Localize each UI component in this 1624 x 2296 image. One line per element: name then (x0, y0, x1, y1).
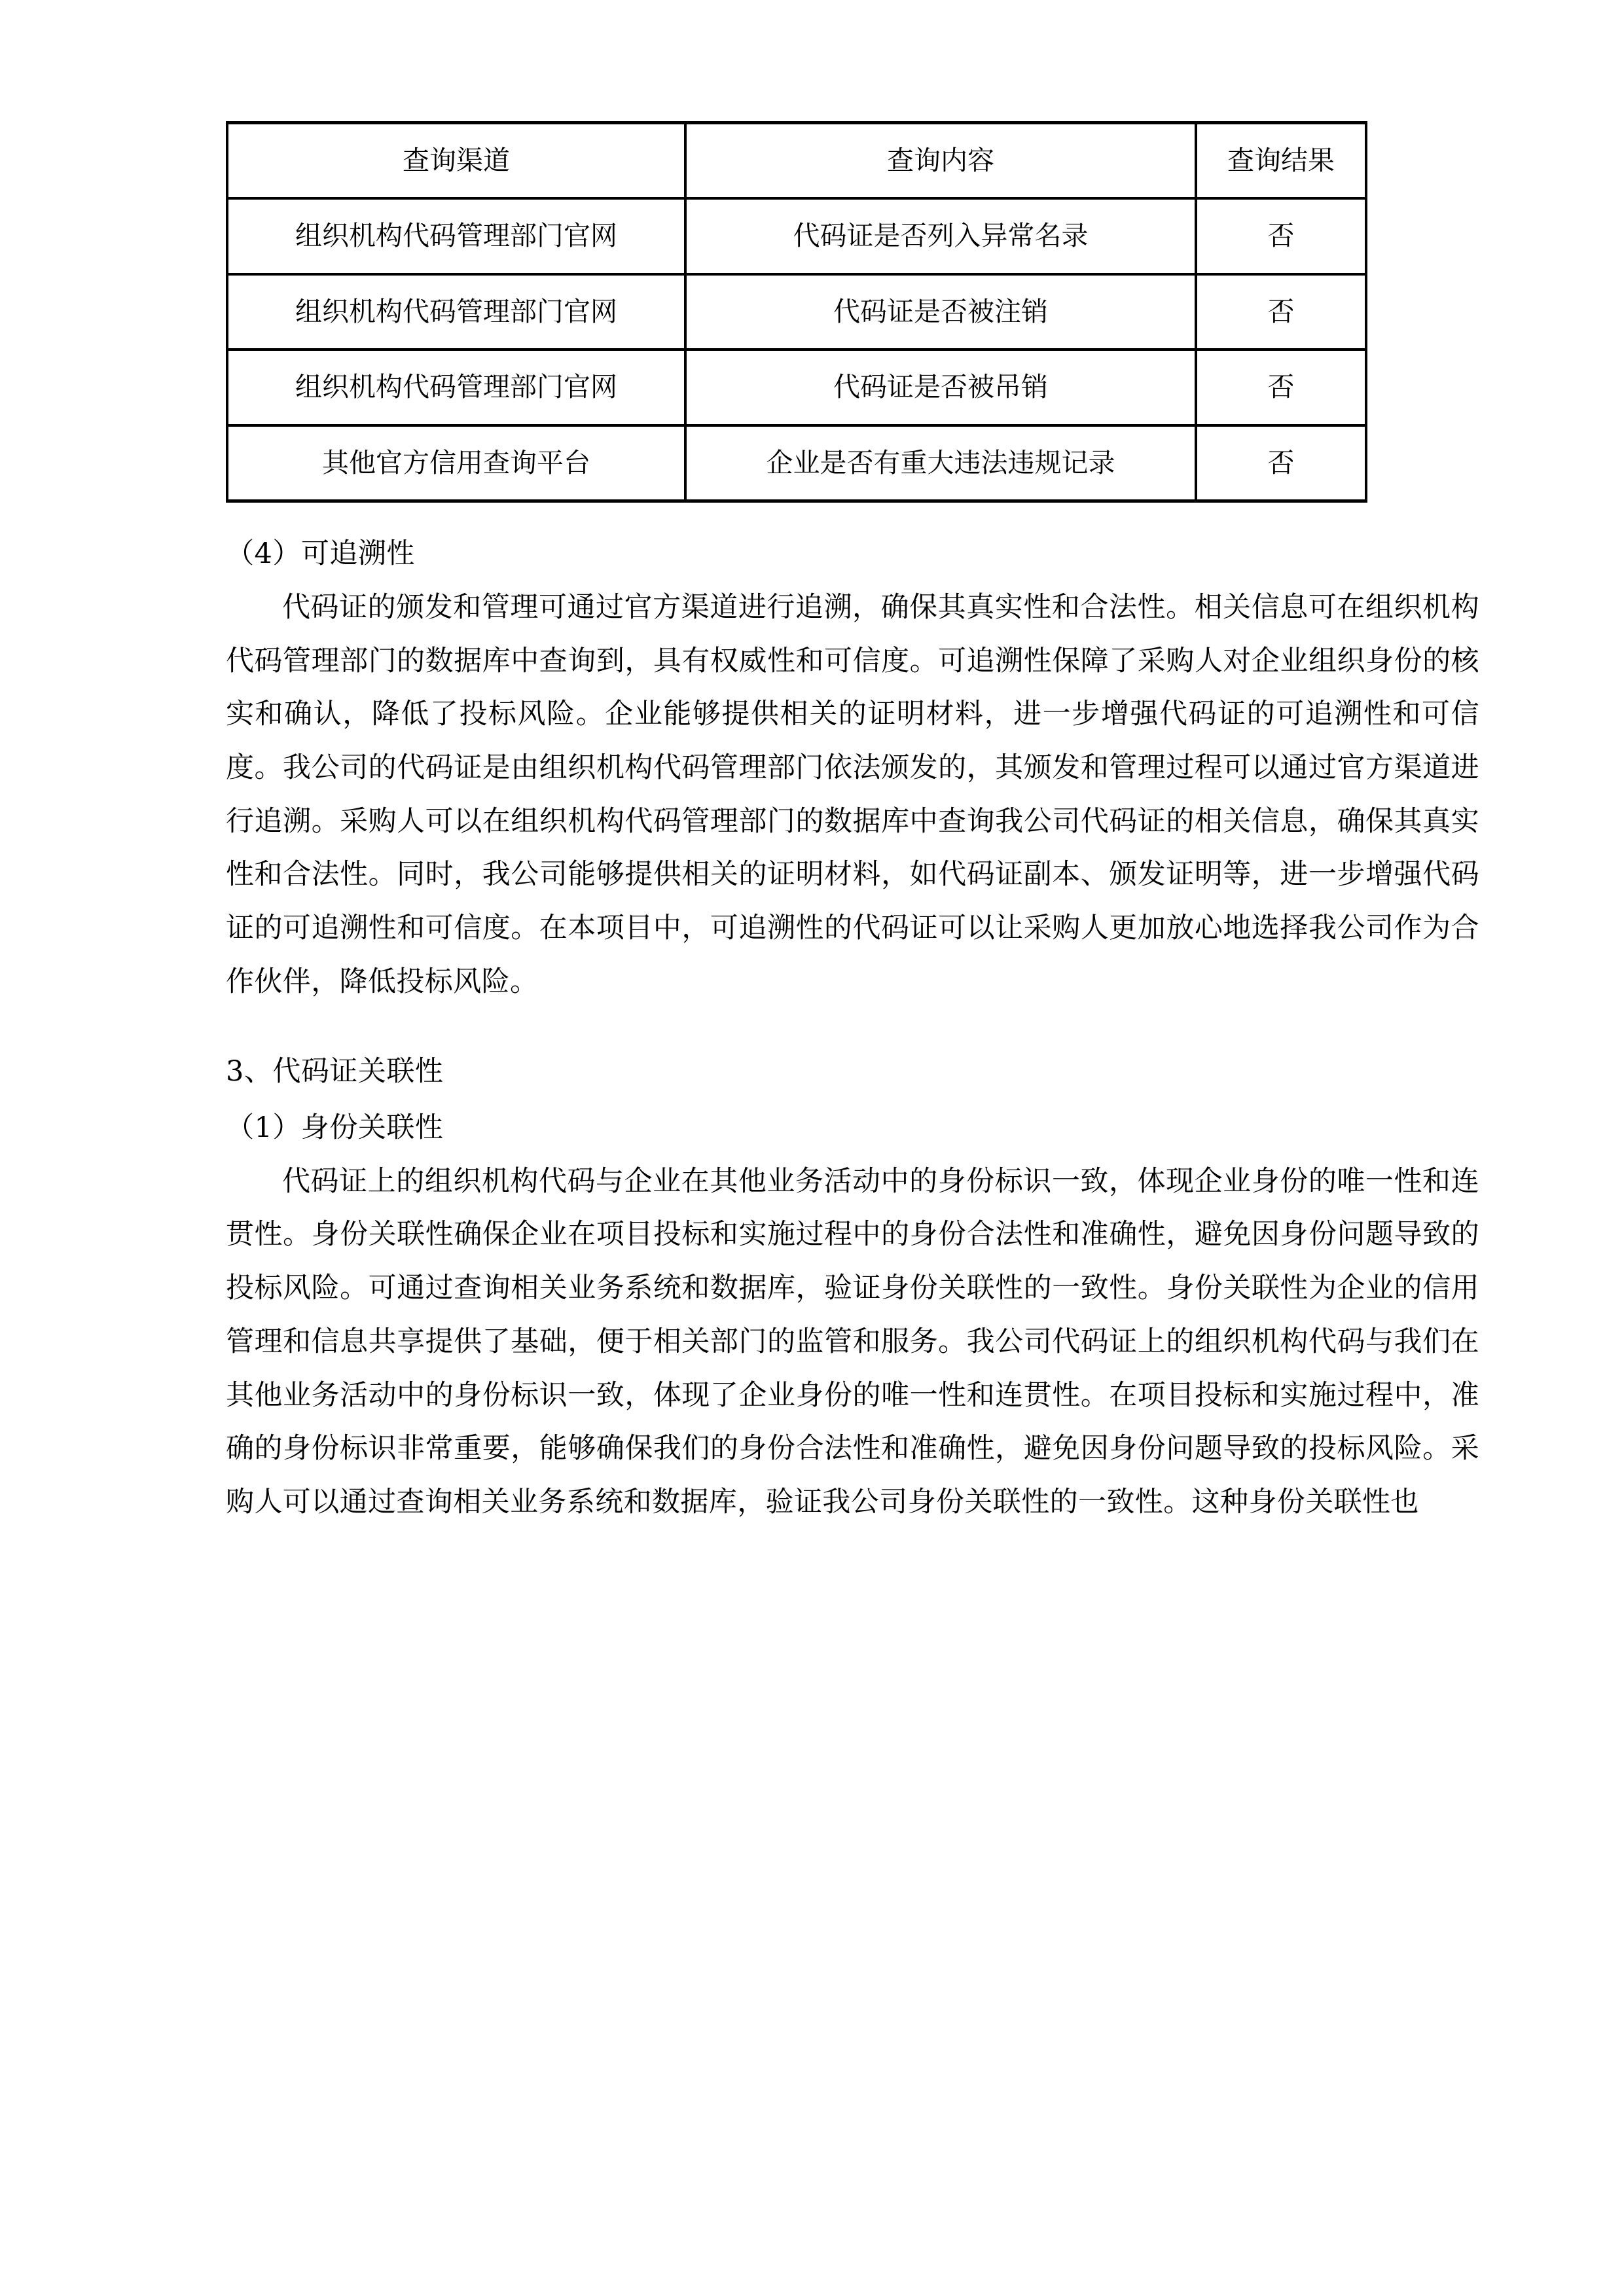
cell-query-result: 否 (1196, 350, 1366, 425)
table-header-row (227, 123, 1366, 199)
table-header (227, 123, 1366, 199)
cell-query-content: 企业是否有重大违法违规记录 (685, 425, 1196, 501)
cell-query-result: 否 (1196, 198, 1366, 274)
column-header-query-channel: 查询渠道 (227, 123, 685, 199)
cell-query-content: 代码证是否被吊销 (685, 350, 1196, 425)
cell-query-channel: 组织机构代码管理部门官网 (227, 350, 685, 425)
page-content (226, 121, 1479, 1530)
cell-query-result: 否 (1196, 425, 1366, 501)
cell-query-channel: 组织机构代码管理部门官网 (227, 274, 685, 350)
section-heading-code-association: 3、代码证关联性 (226, 1055, 444, 1088)
section-heading-traceability: （4）可追溯性 (226, 537, 415, 571)
table-row (227, 350, 1366, 425)
table-row (227, 425, 1366, 501)
cell-query-channel: 其他官方信用查询平台 (227, 425, 685, 501)
paragraph-identity-association: 代码证上的组织机构代码与企业在其他业务活动中的身份标识一致，体现企业身份的唯一性和连贯性。身份关联性确保企业在项目投标和实施过程中的身份合法性和准确性，避免因身份问题导致的投标风险。可通过查询相关业务系统和数据库，验证身份关联性的一致性。身份关联性为企业的信用管理和信息共享提供了基础，便于相关部门的监管和服务。我公司代码证上的组织机构代码与我们在其他业务活动中的身份标识一致，体现了企业身份的唯一性和连贯性。在项目投标和实施过程中，准确的身份标识非常重要，能够确保我们的身份合法性和准确性，避免因身份问题导致的投标风险。采购人可以通过查询相关业务系统和数据库，验证我公司身份关联性的一致性。这种身份关联性也 (226, 1164, 1479, 1518)
section-spacer (226, 1009, 1479, 1026)
cell-query-content: 代码证是否被注销 (685, 274, 1196, 350)
column-header-query-content: 查询内容 (685, 123, 1196, 199)
subsection-heading-identity-association: （1）身份关联性 (226, 1111, 444, 1145)
cell-query-channel: 组织机构代码管理部门官网 (227, 198, 685, 274)
cell-query-result: 否 (1196, 274, 1366, 350)
cell-query-content: 代码证是否列入异常名录 (685, 198, 1196, 274)
paragraph-traceability: 代码证的颁发和管理可通过官方渠道进行追溯，确保其真实性和合法性。相关信息可在组织机构代码管理部门的数据库中查询到，具有权威性和可信度。可追溯性保障了采购人对企业组织身份的核实和确认，降低了投标风险。企业能够提供相关的证明材料，进一步增强代码证的可追溯性和可信度。我公司的代码证是由组织机构代码管理部门依法颁发的，其颁发和管理过程可以通过官方渠道进行追溯。采购人可以在组织机构代码管理部门的数据库中查询我公司代码证的相关信息，确保其真实性和合法性。同时，我公司能够提供相关的证明材料，如代码证副本、颁发证明等，进一步增强代码证的可追溯性和可信度。在本项目中，可追溯性的代码证可以让采购人更加放心地选择我公司作为合作伙伴，降低投标风险。 (226, 590, 1479, 998)
column-header-query-result: 查询结果 (1196, 123, 1366, 199)
table-body (227, 198, 1366, 501)
table-row (227, 198, 1366, 274)
credit-query-table (226, 121, 1367, 503)
table-row (227, 274, 1366, 350)
